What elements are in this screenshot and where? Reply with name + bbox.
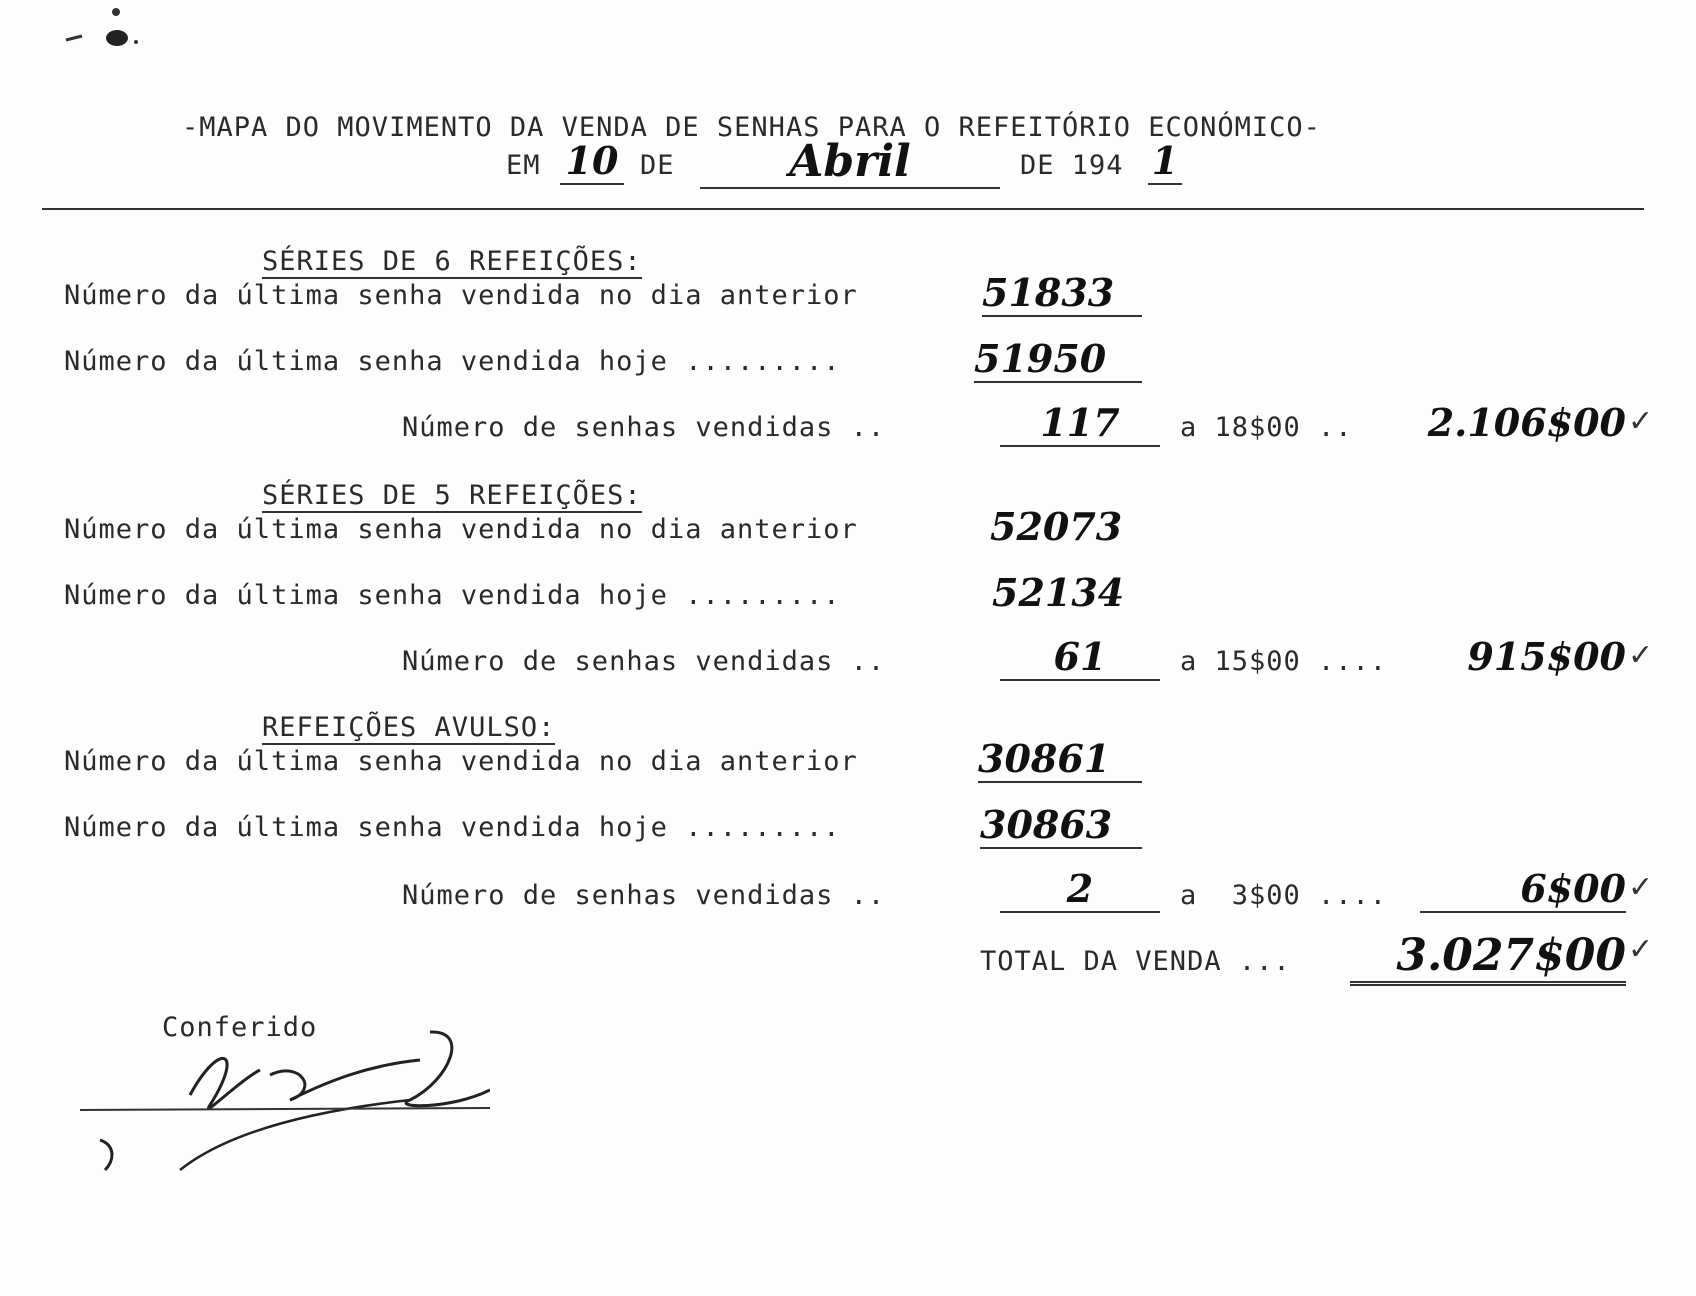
series-6-count-value: 117	[1000, 400, 1160, 447]
total-label: TOTAL DA VENDA ...	[980, 946, 1291, 977]
document-title: -MAPA DO MOVIMENTO DA VENDA DE SENHAS PARA O REFEITÓRIO ECONÓMICO-	[182, 112, 1321, 143]
date-year-label: DE 194	[1020, 150, 1124, 181]
series-6-price: a 18$00 ..	[1180, 412, 1353, 443]
section-heading-series-6: SÉRIES DE 6 REFEIÇÕES:	[262, 246, 642, 277]
header-divider	[42, 208, 1644, 210]
series-5-today-value: 52134	[992, 570, 1125, 615]
series-6-count-label: Número de senhas vendidas ..	[402, 412, 886, 443]
date-em-label: EM	[506, 150, 541, 181]
avulso-today-label: Número da última senha vendida hoje .........	[64, 812, 841, 843]
series-6-today-value: 51950	[974, 336, 1142, 383]
section-heading-series-5: SÉRIES DE 5 REFEIÇÕES:	[262, 480, 642, 511]
total-value: 3.027$00	[1350, 930, 1626, 986]
series-5-price: a 15$00 ....	[1180, 646, 1388, 677]
series-5-prev-label: Número da última senha vendida no dia anterior	[64, 514, 858, 545]
avulso-count-value: 2	[1000, 866, 1160, 913]
section-heading-avulso: REFEIÇÕES AVULSO:	[262, 712, 556, 743]
series-6-today-label: Número da última senha vendida hoje .........	[64, 346, 841, 377]
date-year-digit: 1	[1148, 138, 1182, 185]
avulso-prev-label: Número da última senha vendida no dia anterior	[64, 746, 858, 777]
series-5-today-label: Número da última senha vendida hoje .........	[64, 580, 841, 611]
avulso-prev-value: 30861	[978, 736, 1142, 783]
avulso-check-icon: ✓	[1628, 870, 1654, 905]
series-6-prev-value: 51833	[982, 270, 1142, 317]
series-5-check-icon: ✓	[1628, 638, 1654, 673]
date-day-value: 10	[560, 138, 624, 185]
ink-blot-mark	[60, 2, 160, 52]
series-6-amount: 2.106$00	[1427, 400, 1626, 445]
avulso-price: a 3$00 ....	[1180, 880, 1388, 911]
date-de-label: DE	[640, 150, 675, 181]
total-check-icon: ✓	[1628, 932, 1654, 967]
avulso-today-value: 30863	[980, 802, 1142, 849]
series-5-count-value: 61	[1000, 634, 1160, 681]
avulso-count-label: Número de senhas vendidas ..	[402, 880, 886, 911]
conferido-label: Conferido	[162, 1012, 318, 1043]
date-month-value: Abril	[700, 136, 1000, 189]
signature-mark	[70, 1020, 490, 1180]
series-6-check-icon: ✓	[1628, 404, 1654, 439]
series-6-prev-label: Número da última senha vendida no dia anterior	[64, 280, 858, 311]
series-5-prev-value: 52073	[990, 504, 1123, 549]
series-5-amount: 915$00	[1467, 634, 1626, 679]
avulso-amount: 6$00	[1420, 866, 1626, 913]
series-5-count-label: Número de senhas vendidas ..	[402, 646, 886, 677]
